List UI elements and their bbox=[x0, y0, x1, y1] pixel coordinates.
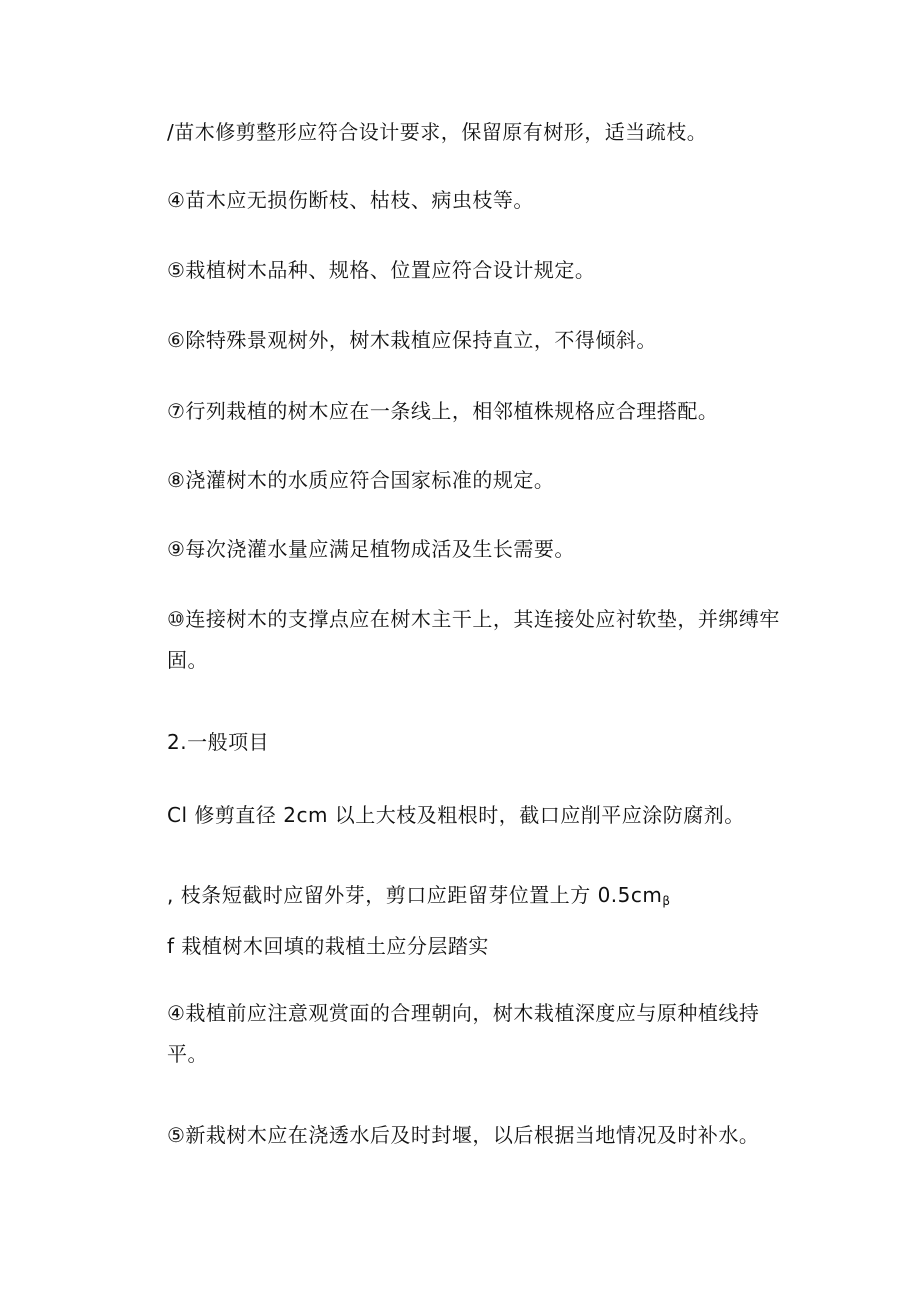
paragraph-row-planting: ⑦行列栽植的树木应在一条线上，相邻植株规格应合理搭配。 bbox=[167, 399, 719, 423]
paragraph-upright-planting: ⑥除特殊景观树外，树木栽植应保持直立，不得倾斜。 bbox=[167, 328, 657, 352]
paragraph-watering-amount: ⑨每次浇灌水量应满足植物成活及生长需要。 bbox=[167, 537, 575, 561]
paragraph-no-damaged-branches: ④苗木应无损伤断枝、枯枝、病虫枝等。 bbox=[167, 188, 534, 212]
paragraph-pruning-shape: /苗木修剪整形应符合设计要求，保留原有树形，适当疏枝。 bbox=[167, 120, 708, 144]
paragraph-water-quality: ⑧浇灌树木的水质应符合国家标准的规定。 bbox=[167, 468, 555, 492]
paragraph-support-points: ⑩连接树木的支撑点应在树木主干上，其连接处应衬软垫，并绑缚牢固。 bbox=[167, 607, 780, 672]
paragraph-variety-spec-position: ⑤栽植树木品种、规格、位置应符合设计规定。 bbox=[167, 258, 596, 282]
paragraph-branch-shortening bbox=[167, 875, 807, 922]
paragraph-backfill-soil: f 栽植树木回填的栽植土应分层踏实 bbox=[167, 934, 489, 958]
paragraph-branch-shortening-text: , 枝条短截时应留外芽，剪口应距留芽位置上方 0.5cm bbox=[167, 883, 663, 907]
paragraph-branch-shortening-suffix: β bbox=[662, 894, 671, 908]
paragraph-large-branch-cut: Cl 修剪直径 2cm 以上大枝及粗根时，截口应削平应涂防腐剂。 bbox=[167, 803, 745, 827]
paragraph-sealing-weir: ⑤新栽树木应在浇透水后及时封堰，以后根据当地情况及时补水。 bbox=[167, 1123, 760, 1147]
paragraph-viewing-orientation: ④栽植前应注意观赏面的合理朝向，树木栽植深度应与原种植线持平。 bbox=[167, 1001, 760, 1066]
section-heading-general-items: 2.一般项目 bbox=[167, 730, 270, 754]
